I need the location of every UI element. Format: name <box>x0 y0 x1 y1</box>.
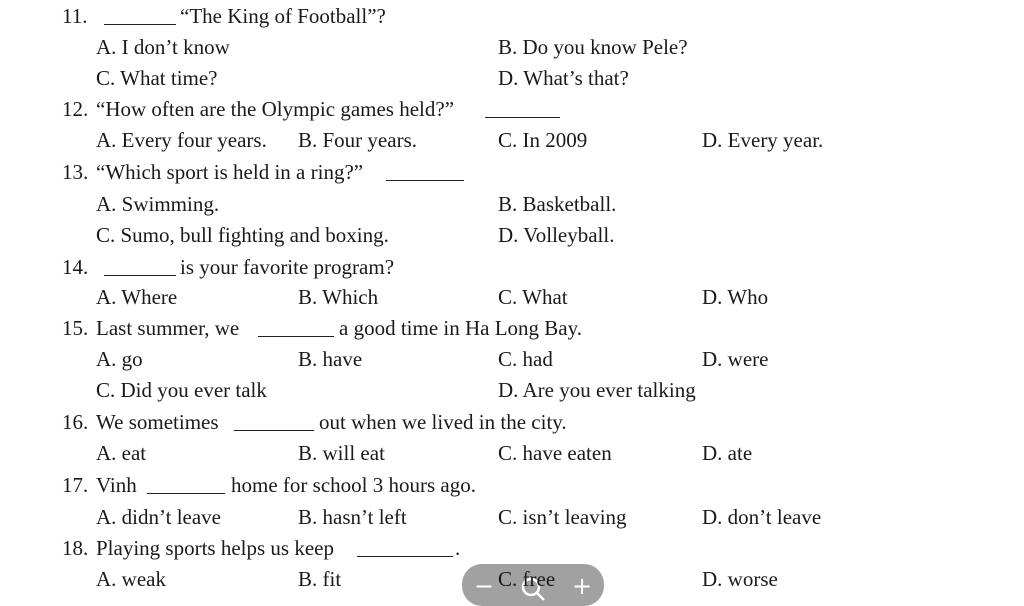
option-a[interactable]: A. Every four years. <box>96 128 267 152</box>
question-number: 11. <box>62 4 88 28</box>
question-text: We sometimes <box>96 410 219 434</box>
question-text: “The King of Football”? <box>180 4 386 28</box>
option-c[interactable]: C. free <box>498 567 556 591</box>
option-c[interactable]: C. Did you ever talk <box>96 378 267 402</box>
option-d[interactable]: D. Are you ever talking <box>498 378 696 402</box>
option-c[interactable]: C. have eaten <box>498 441 612 465</box>
options-row <box>0 505 1024 535</box>
option-c[interactable]: C. isn’t leaving <box>498 505 627 529</box>
question-number: 15. <box>62 316 89 340</box>
options-row <box>0 192 1024 222</box>
question-number: 12. <box>62 97 89 121</box>
question-text: Vinh <box>96 473 137 497</box>
answer-blank <box>147 493 225 494</box>
answer-blank <box>357 556 453 557</box>
question-text-end: out when we lived in the city. <box>319 410 567 434</box>
option-d[interactable]: D. ate <box>702 441 753 465</box>
option-c[interactable]: C. What <box>498 285 568 309</box>
answer-blank <box>485 117 560 118</box>
question-text: is your favorite program? <box>180 255 395 279</box>
option-d[interactable]: D. were <box>702 347 769 371</box>
question-text: Last summer, we <box>96 316 240 340</box>
question-18 <box>0 536 1024 566</box>
options-row <box>0 223 1024 253</box>
option-b[interactable]: B. hasn’t left <box>298 505 407 529</box>
option-b[interactable]: B. will eat <box>298 441 385 465</box>
options-row <box>0 128 1024 158</box>
option-c[interactable]: C. What time? <box>96 66 218 90</box>
question-text-end: . <box>455 536 461 560</box>
option-b[interactable]: B. Do you know Pele? <box>498 35 688 59</box>
option-d[interactable]: D. don’t leave <box>702 505 822 529</box>
option-d[interactable]: D. Who <box>702 285 769 309</box>
answer-blank <box>104 24 176 25</box>
option-b[interactable]: B. Four years. <box>298 128 417 152</box>
option-b[interactable]: B. fit <box>298 567 342 591</box>
option-a[interactable]: A. didn’t leave <box>96 505 221 529</box>
option-c[interactable]: C. Sumo, bull fighting and boxing. <box>96 223 389 247</box>
question-number: 13. <box>62 160 89 184</box>
option-a[interactable]: A. weak <box>96 567 166 591</box>
option-a[interactable]: A. eat <box>96 441 147 465</box>
options-row <box>0 285 1024 315</box>
zoom-in-button[interactable]: + <box>572 572 593 600</box>
option-a[interactable]: A. Where <box>96 285 178 309</box>
options-row <box>0 66 1024 96</box>
question-14 <box>0 255 1024 285</box>
question-number: 18. <box>62 536 89 560</box>
option-c[interactable]: C. In 2009 <box>498 128 588 152</box>
answer-blank <box>386 180 464 181</box>
option-d[interactable]: D. What’s that? <box>498 66 629 90</box>
question-17 <box>0 473 1024 503</box>
option-a[interactable]: A. go <box>96 347 143 371</box>
option-a[interactable]: A. I don’t know <box>96 35 230 59</box>
answer-blank <box>104 275 176 276</box>
question-text: “Which sport is held in a ring?” <box>96 160 364 184</box>
options-row <box>0 347 1024 377</box>
zoom-out-button[interactable]: − <box>474 572 495 600</box>
option-d[interactable]: D. Every year. <box>702 128 824 152</box>
question-text: Playing sports helps us keep <box>96 536 334 560</box>
option-d[interactable]: D. worse <box>702 567 778 591</box>
question-13 <box>0 160 1024 190</box>
option-a[interactable]: A. Swimming. <box>96 192 220 216</box>
options-row <box>0 378 1024 408</box>
option-d[interactable]: D. Volleyball. <box>498 223 615 247</box>
question-number: 16. <box>62 410 89 434</box>
option-b[interactable]: B. have <box>298 347 363 371</box>
options-row <box>0 35 1024 65</box>
question-number: 14. <box>62 255 89 279</box>
question-text: “How often are the Olympic games held?” <box>96 97 455 121</box>
option-c[interactable]: C. had <box>498 347 553 371</box>
question-number: 17. <box>62 473 89 497</box>
question-12 <box>0 97 1024 127</box>
question-11 <box>0 4 1024 34</box>
answer-blank <box>234 430 314 431</box>
answer-blank <box>258 336 334 337</box>
question-text-end: home for school 3 hours ago. <box>231 473 476 497</box>
options-row <box>0 441 1024 471</box>
question-15 <box>0 316 1024 346</box>
option-b[interactable]: B. Basketball. <box>498 192 617 216</box>
option-b[interactable]: B. Which <box>298 285 379 309</box>
question-text-end: a good time in Ha Long Bay. <box>339 316 583 340</box>
question-16 <box>0 410 1024 440</box>
